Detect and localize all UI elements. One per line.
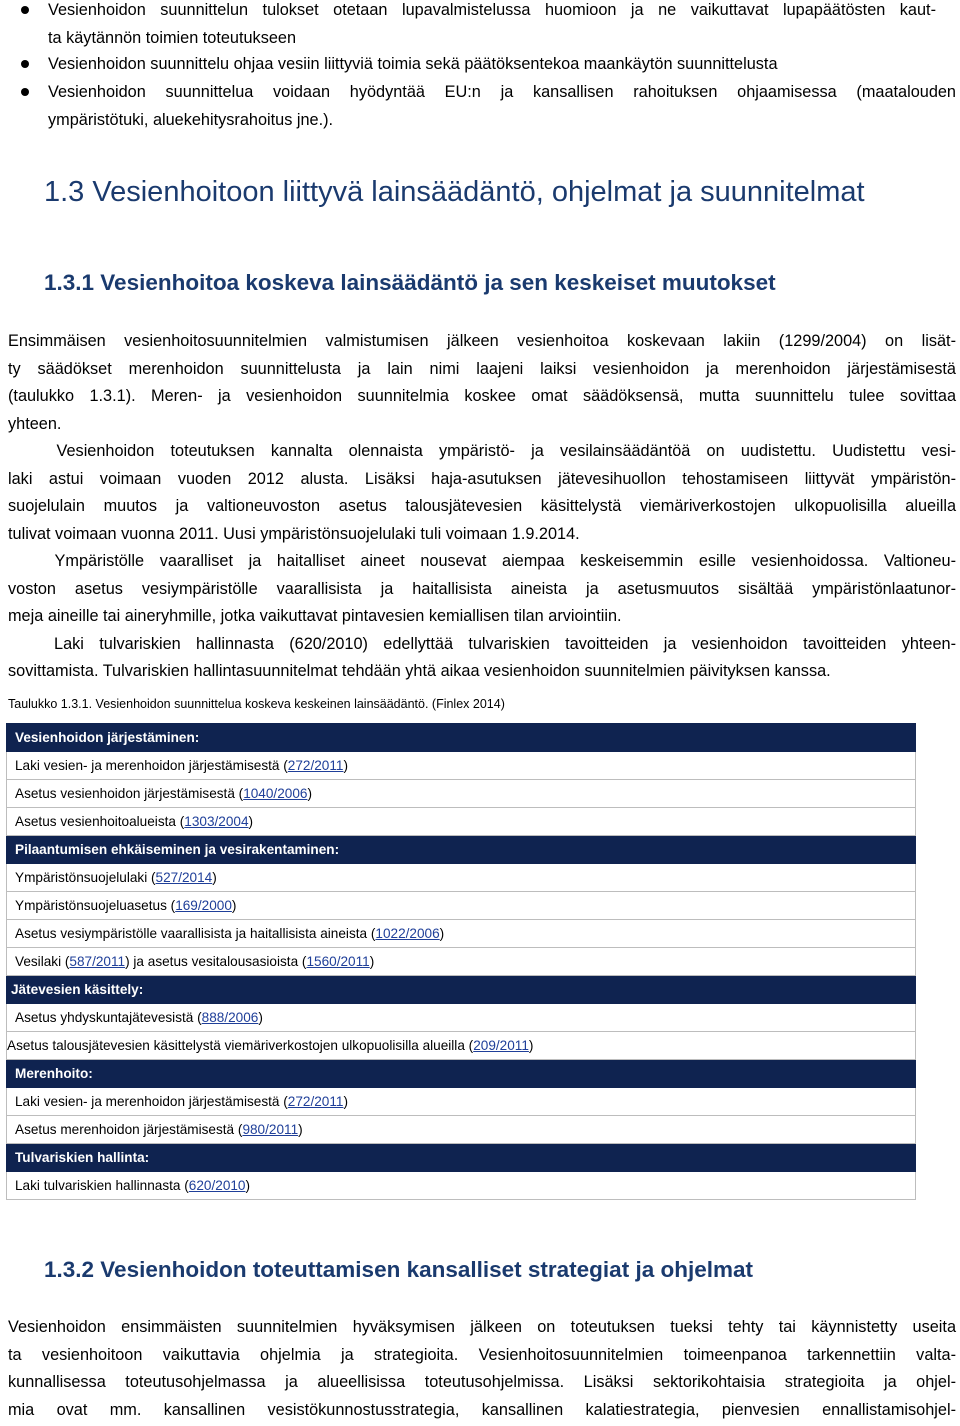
law-title: Ympäristönsuojeluasetus ( xyxy=(15,898,176,913)
table-section-header-label: Pilaantumisen ehkäiseminen ja vesirakentaminen: xyxy=(7,836,916,864)
table-cell xyxy=(7,780,916,808)
table-row xyxy=(7,892,916,920)
law-title: Laki tulvariskien hallinnasta ( xyxy=(15,1178,189,1193)
table-row xyxy=(7,920,916,948)
body-line: suojelulain muutos ja valtioneuvoston asetus talousjätevesien käsittelystä viemäriverkostojen ulkopuolisilla alueilla xyxy=(8,497,956,515)
law-reference-link[interactable]: 169/2000 xyxy=(175,898,232,913)
law-title: Asetus vesienhoitoalueista ( xyxy=(15,814,185,829)
law-title-end: ) xyxy=(528,1038,534,1053)
table-row xyxy=(7,752,916,780)
table-section-header xyxy=(7,976,916,1004)
body-line: (taulukko 1.3.1). Meren- ja vesienhoidon suunnitelmia koskee omat säädöksensä, mutta suunnittelu tulee sovittaa xyxy=(8,387,956,405)
law-reference-link[interactable]: 587/2011 xyxy=(69,954,126,969)
table-section-header xyxy=(7,1144,916,1172)
table-row xyxy=(7,808,916,836)
table-section-header xyxy=(7,1060,916,1088)
law-reference-link[interactable]: 980/2011 xyxy=(242,1122,299,1137)
table-section-header xyxy=(7,836,916,864)
body-line: Vesienhoidon toteutuksen kannalta olennaista ympäristö- ja vesilainsäädäntöä on uudistettu. Uudistettu vesi- xyxy=(8,442,956,460)
law-title-end: ) xyxy=(343,758,348,773)
section-heading-1-3: 1.3 Vesienhoitoon liittyvä lainsäädäntö, ohjelmat ja suunnitelmat xyxy=(44,176,865,208)
table-cell xyxy=(7,948,916,976)
table-cell xyxy=(7,808,916,836)
law-reference-link[interactable]: 620/2010 xyxy=(188,1178,246,1193)
table-cell xyxy=(7,864,916,892)
law-title: Asetus vesiympäristölle vaarallisista ja haitallisista aineista ( xyxy=(15,926,376,941)
law-title-end: ) xyxy=(298,1122,303,1137)
table-cell xyxy=(7,1032,916,1060)
body-line: sovittamista. Tulvariskien hallintasuunnitelmat tehdään yhtä aikaa vesienhoidon suunnitelmien päivityksen kanssa. xyxy=(8,662,831,680)
law-reference-link[interactable]: 272/2011 xyxy=(287,1094,344,1109)
law-reference-link[interactable]: 1040/2006 xyxy=(243,786,308,801)
body-line: kunnallisessa toteutusohjelmassa ja alueellisissa toteutusohjelmissa. Lisäksi sektorikohtaisia strategioita ja ohjel- xyxy=(8,1373,956,1391)
body-line: ta vesienhoitoon vaikuttavia ohjelmia ja strategioita. Vesienhoitosuunnitelmien toimeenpanoa tarkennettiin valta- xyxy=(8,1345,956,1364)
law-title: Asetus vesienhoidon järjestämisestä ( xyxy=(15,786,244,801)
body-line: laki astui voimaan vuoden 2012 alusta. Lisäksi haja-asutuksen jätevesihuollon tehostamiseen liittyvät ympäristön- xyxy=(8,469,956,488)
body-line: Vesienhoidon ensimmäisten suunnitelmien hyväksymisen jälkeen on toteutuksen tueksi tehty tai käynnistetty useita xyxy=(8,1318,956,1336)
table-row xyxy=(7,948,916,976)
law-title-end: ) xyxy=(258,1010,263,1025)
body-line: ty säädökset merenhoidon suunnittelusta ja lain nimi laajeni laiksi vesienhoidon ja merenhoidon järjestämisestä xyxy=(8,359,956,378)
bullet-line: ta käytännön toimien toteutukseen xyxy=(48,29,297,47)
table-row xyxy=(7,780,916,808)
section-1-3-2-body xyxy=(8,1314,956,1424)
table-section-header-label: Vesienhoidon järjestäminen: xyxy=(7,724,916,752)
bullet-line: Vesienhoidon suunnittelu ohjaa vesiin liittyviä toimia sekä päätöksentekoa maankäytön suunnittelusta xyxy=(48,55,778,73)
table-row xyxy=(7,1172,916,1200)
law-reference-link[interactable]: 209/2011 xyxy=(473,1038,529,1053)
bullet-line: Vesienhoidon suunnittelun tulokset otetaan lupavalmistelussa huomioon ja ne vaikuttavat lupapäätösten kaut- xyxy=(48,1,936,19)
law-title: Laki vesien- ja merenhoidon järjestämisestä ( xyxy=(15,1094,288,1109)
bullet-dot-icon xyxy=(21,6,29,14)
table-row xyxy=(7,1032,916,1060)
law-title: Asetus merenhoidon järjestämisestä ( xyxy=(15,1122,243,1137)
body-line: Ensimmäisen vesienhoitosuunnitelmien valmistumisen jälkeen vesienhoitoa koskevaan lakiin (1299/2004) on lisät- xyxy=(8,332,956,350)
body-line: mia ovat mm. kansallinen vesistökunnostusstrategia, kansallinen kalatiestrategia, pienvesien ennallistamisohjel- xyxy=(8,1400,956,1419)
section-1-3-1-body xyxy=(8,328,956,686)
legislation-table xyxy=(6,723,916,1200)
legislation-table-body xyxy=(7,724,916,1200)
law-title: Asetus yhdyskuntajätevesistä ( xyxy=(15,1010,202,1025)
law-title-end: ) xyxy=(212,870,217,885)
body-line: Ympäristölle vaaralliset ja haitalliset aineet nousevat aiempaa keskeisemmin esille vesienhoidossa. Valtioneu- xyxy=(8,552,956,570)
bullet-dot-icon xyxy=(21,88,29,96)
table-section-header-label: Jätevesien käsittely: xyxy=(7,976,916,1004)
table-section-header-label: Merenhoito: xyxy=(7,1060,916,1088)
body-line: yhteen. xyxy=(8,414,62,433)
bullet-line: ympäristötuki, aluekehitysrahoitus jne.). xyxy=(48,111,334,129)
body-line: Laki tulvariskien hallinnasta (620/2010) edellyttää tulvariskien tavoitteiden ja vesienhoidon tavoitteiden yhteen- xyxy=(8,634,956,653)
law-title-end: ) xyxy=(231,898,237,913)
table-caption: Taulukko 1.3.1. Vesienhoidon suunnittelua koskeva keskeinen lainsäädäntö. (Finlex 2014) xyxy=(8,697,505,711)
table-section-header-label: Tulvariskien hallinta: xyxy=(7,1144,916,1172)
section-heading-1-3-1: 1.3.1 Vesienhoitoa koskeva lainsäädäntö ja sen keskeiset muutokset xyxy=(44,270,776,295)
law-title: Asetus talousjätevesien käsittelystä viemäriverkostojen ulkopuolisilla alueilla ( xyxy=(7,1038,474,1053)
law-title: Ympäristönsuojelulaki ( xyxy=(15,870,156,885)
law-reference-link[interactable]: 888/2006 xyxy=(201,1010,259,1025)
body-line: meja aineille tai aineryhmille, jotka vaikuttavat pintavesien kemiallisen tilan arviointiin. xyxy=(8,607,622,625)
law-reference-link[interactable]: 272/2011 xyxy=(287,758,344,773)
table-row xyxy=(7,1088,916,1116)
table-cell xyxy=(7,1004,916,1032)
table-cell xyxy=(7,1088,916,1116)
body-line: voston asetus vesiympäristölle vaarallisista ja haitallisista aineista ja asetusmuutos sisältää ympäristönlaatunor- xyxy=(8,579,956,598)
law-title-end: ) xyxy=(439,926,445,941)
law-title: Vesilaki ( xyxy=(15,954,70,969)
law-reference-link[interactable]: 1022/2006 xyxy=(375,926,440,941)
table-cell xyxy=(7,752,916,780)
body-line: tulivat voimaan vuonna 2011. Uusi ympäristönsuojelulaki tuli voimaan 1.9.2014. xyxy=(8,524,580,543)
table-cell xyxy=(7,1172,916,1200)
bullet-dot-icon xyxy=(21,60,29,68)
law-title-end: ) xyxy=(245,1178,251,1193)
table-cell xyxy=(7,920,916,948)
law-reference-link[interactable]: 527/2014 xyxy=(155,870,213,885)
law-title: Laki vesien- ja merenhoidon järjestämisestä ( xyxy=(15,758,288,773)
law-title: ) ja asetus vesitalousasioista ( xyxy=(125,954,307,969)
table-cell xyxy=(7,892,916,920)
law-reference-link[interactable]: 1560/2011 xyxy=(306,954,370,969)
law-title-end: ) xyxy=(248,814,254,829)
table-row xyxy=(7,864,916,892)
table-cell xyxy=(7,1116,916,1144)
table-row xyxy=(7,1004,916,1032)
bullet-line: Vesienhoidon suunnittelua voidaan hyödyntää EU:n ja kansallisen rahoituksen ohjaamisessa (maatalouden xyxy=(48,83,956,101)
table-row xyxy=(7,1116,916,1144)
section-heading-1-3-2: 1.3.2 Vesienhoidon toteuttamisen kansalliset strategiat ja ohjelmat xyxy=(44,1257,753,1282)
table-section-header xyxy=(7,724,916,752)
law-reference-link[interactable]: 1303/2004 xyxy=(184,814,249,829)
law-title-end: ) xyxy=(343,1094,348,1109)
law-title-end: ) xyxy=(369,954,375,969)
law-title-end: ) xyxy=(307,786,312,801)
